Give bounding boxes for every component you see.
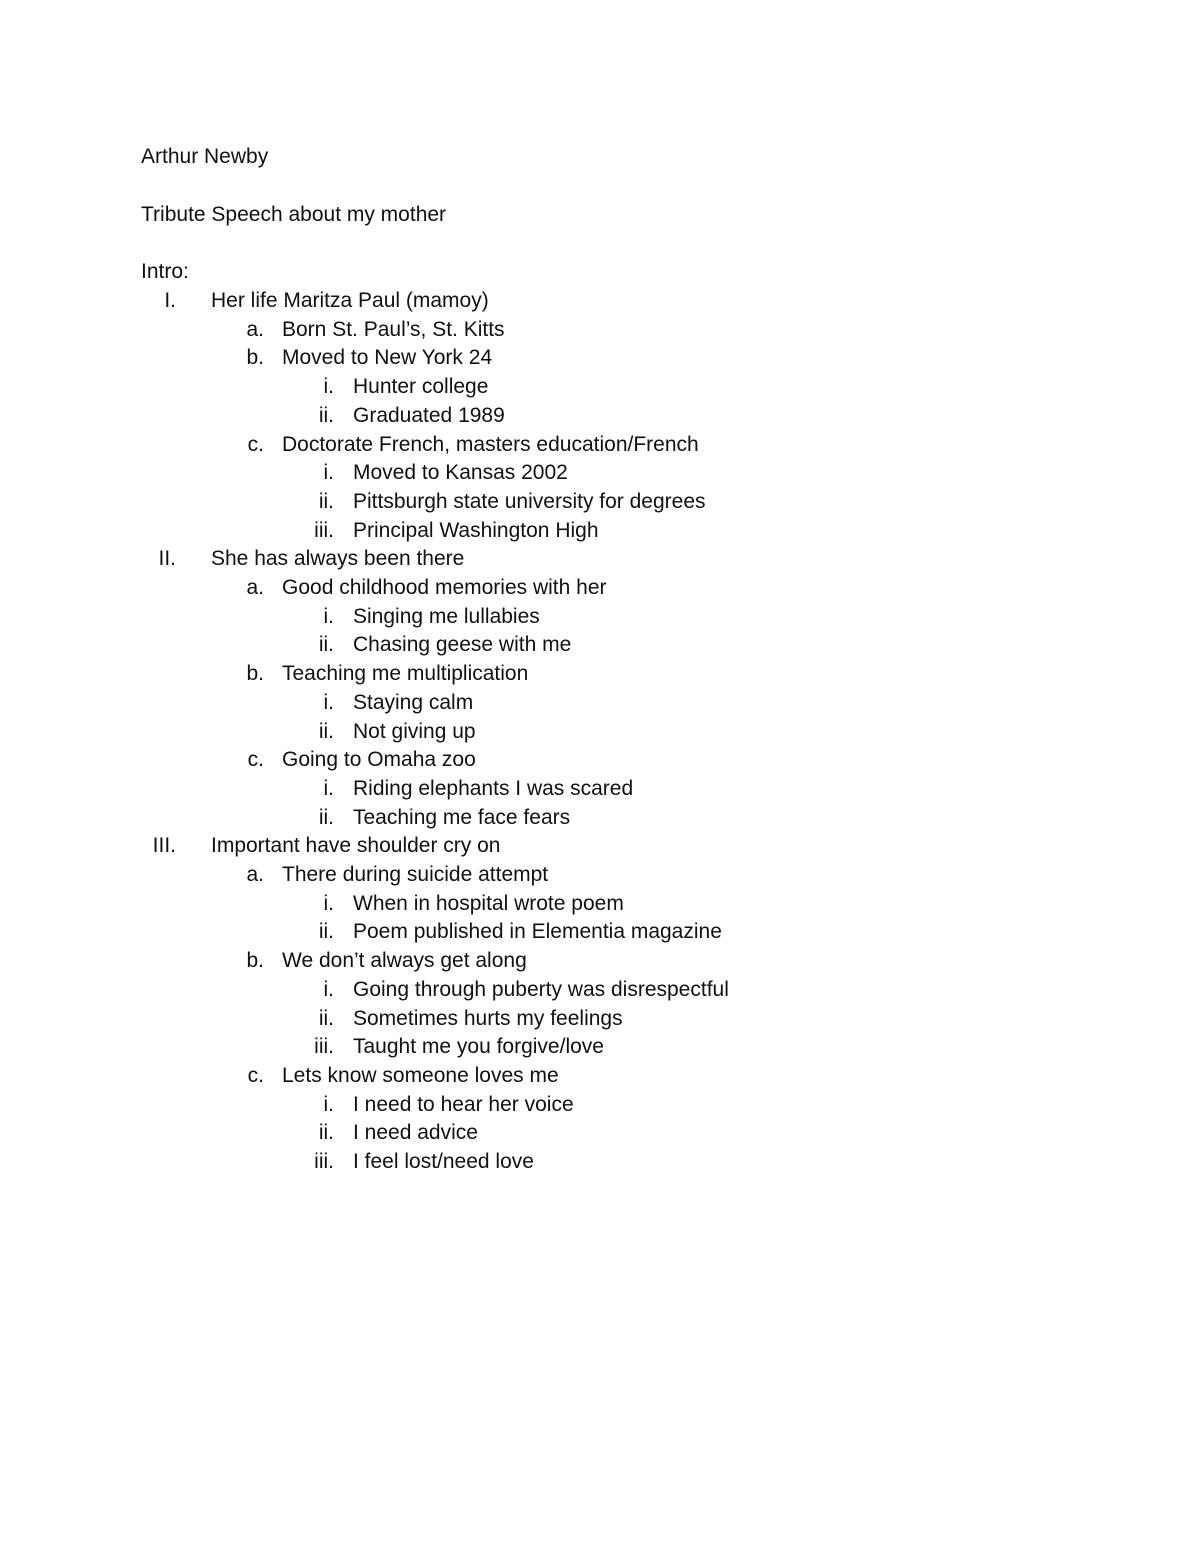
outline-subpoint-marker: i. (323, 776, 334, 800)
outline-subpoint-marker: ii. (318, 805, 334, 829)
outline-point-line (0, 343, 1200, 372)
outline-point-marker: b. (246, 346, 264, 370)
outline-subpoint-text: Moved to Kansas 2002 (353, 461, 568, 485)
outline-subpoint-text: Not giving up (353, 719, 476, 743)
outline-point-text: Going to Omaha zoo (282, 748, 476, 772)
title-line (0, 200, 1200, 229)
outline-subpoint-marker: ii. (318, 1006, 334, 1030)
outline-section-text: Important have shoulder cry on (211, 834, 501, 858)
outline-subpoint-line (0, 975, 1200, 1004)
outline-point-marker: a. (246, 863, 264, 886)
outline-subpoint-text: Staying calm (353, 690, 474, 714)
outline-point-marker: a. (246, 576, 264, 599)
outline-point-line (0, 946, 1200, 975)
outline-subpoint-marker: iii. (314, 518, 334, 542)
outline-subpoint-line (0, 1032, 1200, 1061)
outline-subpoint-line (0, 487, 1200, 516)
outline-subpoint-text: I need to hear her voice (353, 1092, 574, 1116)
outline-point-line (0, 430, 1200, 459)
outline-subpoint-line (0, 688, 1200, 717)
outline-subpoint-text: Going through puberty was disrespectful (353, 977, 729, 1001)
outline-subpoint-marker: ii. (318, 489, 334, 513)
outline-subpoint-marker: i. (323, 1092, 334, 1116)
document-title: Tribute Speech about my mother (141, 203, 447, 226)
outline-subpoint-line (0, 889, 1200, 918)
outline-subpoint-line (0, 1090, 1200, 1119)
outline-subpoint-line (0, 458, 1200, 487)
outline-subpoint-marker: ii. (318, 633, 334, 657)
outline-point-line (0, 315, 1200, 344)
outline-subpoint-marker: ii. (318, 920, 334, 944)
outline-subpoint-text: Poem published in Elementia magazine (353, 920, 722, 944)
outline-subpoint-marker: ii. (318, 1121, 334, 1145)
outline-section-marker: I. (164, 289, 176, 312)
outline-point-text: There during suicide attempt (282, 863, 549, 886)
outline-subpoint-text: Teaching me face fears (353, 805, 571, 829)
outline-subpoint-text: When in hospital wrote poem (353, 891, 624, 915)
outline-subpoint-marker: i. (323, 891, 334, 915)
outline-subpoint-text: Sometimes hurts my feelings (353, 1006, 623, 1030)
outline-section-line (0, 286, 1200, 315)
outline-subpoint-line (0, 630, 1200, 659)
outline-subpoint-line (0, 774, 1200, 803)
outline-subpoint-text: Graduated 1989 (353, 403, 505, 427)
outline-section-marker: III. (152, 834, 176, 858)
outline-subpoint-text: Riding elephants I was scared (353, 776, 634, 800)
outline-section-line (0, 544, 1200, 573)
outline-point-marker: b. (246, 662, 264, 686)
outline-point-line (0, 573, 1200, 602)
outline-subpoint-line (0, 602, 1200, 631)
outline-point-line (0, 745, 1200, 774)
outline-subpoint-line (0, 1147, 1200, 1176)
outline-point-text: Born St. Paul’s, St. Kitts (282, 317, 505, 341)
outline-subpoint-text: Principal Washington High (353, 518, 599, 542)
outline-point-marker: a. (246, 317, 264, 341)
outline-subpoint-text: Taught me you forgive/love (353, 1035, 604, 1059)
outline-subpoint-marker: i. (323, 375, 334, 399)
outline-section-text: She has always been there (211, 547, 465, 571)
outline-subpoint-marker: i. (323, 977, 334, 1001)
intro-label: Intro: (141, 260, 189, 283)
outline-subpoint-text: I feel lost/need love (353, 1150, 534, 1173)
outline-point-text: Good childhood memories with her (282, 576, 607, 599)
outline-section-text: Her life Maritza Paul (mamoy) (211, 289, 489, 312)
outline-subpoint-marker: ii. (318, 719, 334, 743)
outline-subpoint-line (0, 917, 1200, 946)
outline-point-marker: c. (247, 748, 264, 772)
outline-point-text: Teaching me multiplication (282, 662, 529, 686)
outline-point-text: Doctorate French, masters education/French (282, 432, 699, 456)
outline-section-marker: II. (158, 547, 176, 571)
outline-subpoint-text: Chasing geese with me (353, 633, 572, 657)
outline-point-line (0, 659, 1200, 688)
outline-point-text: We don’t always get along (282, 949, 527, 973)
outline-subpoint-marker: iii. (314, 1035, 334, 1059)
outline-subpoint-line (0, 401, 1200, 430)
outline-subpoint-line (0, 1118, 1200, 1147)
outline-point-text: Moved to New York 24 (282, 346, 493, 370)
outline-subpoint-line (0, 803, 1200, 832)
outline-subpoint-marker: ii. (318, 403, 334, 427)
outline-point-text: Lets know someone loves me (282, 1063, 559, 1087)
outline-subpoint-line (0, 717, 1200, 746)
outline-subpoint-line (0, 372, 1200, 401)
intro-line (0, 257, 1200, 286)
outline-subpoint-marker: i. (323, 461, 334, 485)
outline-subpoint-text: I need advice (353, 1121, 478, 1145)
outline-subpoint-marker: i. (323, 604, 334, 628)
outline-subpoint-line (0, 1004, 1200, 1033)
outline-subpoint-text: Hunter college (353, 375, 489, 399)
outline-point-marker: c. (247, 1063, 264, 1087)
outline-subpoint-text: Pittsburgh state university for degrees (353, 489, 706, 513)
outline-subpoint-line (0, 516, 1200, 545)
outline-subpoint-marker: i. (323, 690, 334, 714)
author-name: Arthur Newby (141, 145, 269, 168)
outline-point-marker: c. (247, 432, 264, 456)
outline-subpoint-marker: iii. (314, 1150, 334, 1173)
author-line (0, 142, 1200, 171)
outline-point-line (0, 860, 1200, 889)
outline-point-marker: b. (246, 949, 264, 973)
outline-point-line (0, 1061, 1200, 1090)
outline-section-line (0, 831, 1200, 860)
outline-subpoint-text: Singing me lullabies (353, 604, 540, 628)
